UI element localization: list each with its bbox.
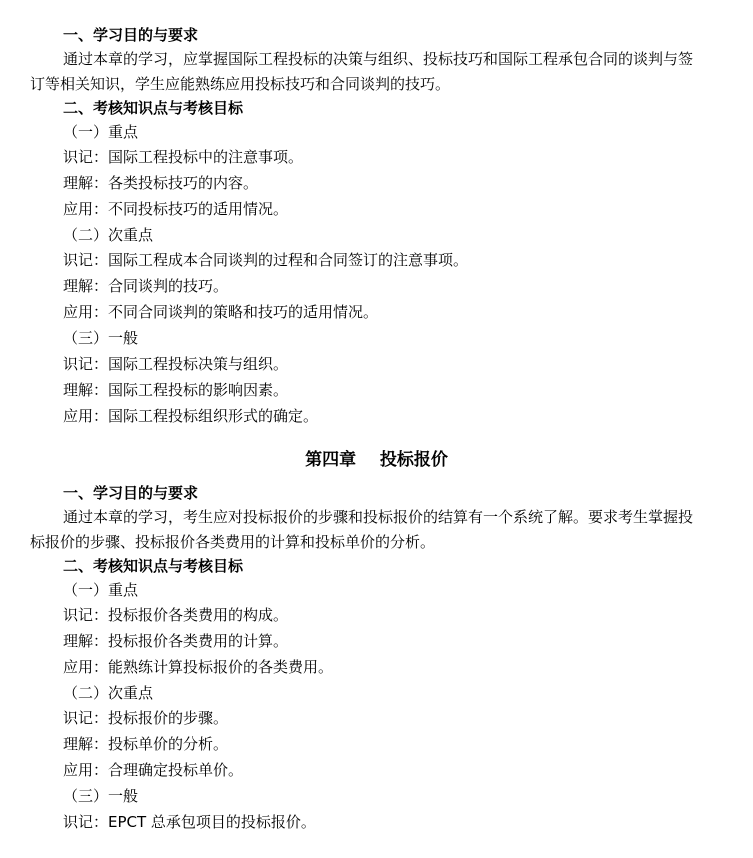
key-points-heading: （一）重点 <box>63 123 139 141</box>
list-item: 应用：合理确定投标单价。 <box>63 761 244 779</box>
goal-paragraph-line2: 标报价的步骤、投标报价各类费用的计算和投标单价的分析。 <box>30 533 436 551</box>
assess-heading: 二、考核知识点与考核目标 <box>63 99 244 117</box>
list-item: 理解：投标单价的分析。 <box>63 735 229 753</box>
secondary-points-heading: （二）次重点 <box>63 226 154 244</box>
goal-heading: 一、学习目的与要求 <box>63 26 199 44</box>
goal-paragraph-line2: 订等相关知识，学生应能熟练应用投标技巧和合同谈判的技巧。 <box>30 75 451 93</box>
list-item: 理解：各类投标技巧的内容。 <box>63 174 259 192</box>
secondary-points-heading: （二）次重点 <box>63 684 154 702</box>
list-item: 理解：合同谈判的技巧。 <box>63 277 229 295</box>
list-item: 识记：国际工程投标中的注意事项。 <box>63 148 304 166</box>
list-item: 应用：不同合同谈判的策略和技巧的适用情况。 <box>63 303 379 321</box>
list-item: 识记：投标报价各类费用的构成。 <box>63 606 289 624</box>
goal-paragraph-line1: 通过本章的学习，应掌握国际工程投标的决策与组织、投标技巧和国际工程承包合同的谈判与签 <box>63 50 694 68</box>
goal-heading: 一、学习目的与要求 <box>63 484 199 502</box>
list-item: 识记：投标报价的步骤。 <box>63 709 229 727</box>
list-item: 应用：不同投标技巧的适用情况。 <box>63 200 289 218</box>
list-item: 应用：能熟练计算投标报价的各类费用。 <box>63 658 334 676</box>
list-item: 理解：投标报价各类费用的计算。 <box>63 632 289 650</box>
list-item: 识记：国际工程成本合同谈判的过程和合同签订的注意事项。 <box>63 251 469 269</box>
goal-paragraph-line1: 通过本章的学习，考生应对投标报价的步骤和投标报价的结算有一个系统了解。要求考生掌握投 <box>63 508 694 526</box>
list-item: 应用：国际工程投标组织形式的确定。 <box>63 407 319 425</box>
general-points-heading: （三）一般 <box>63 787 139 805</box>
general-points-heading: （三）一般 <box>63 329 139 347</box>
list-item: 理解：国际工程投标的影响因素。 <box>63 381 289 399</box>
list-item: 识记：国际工程投标决策与组织。 <box>63 355 289 373</box>
key-points-heading: （一）重点 <box>63 581 139 599</box>
chapter-title: 第四章 投标报价 <box>305 450 448 470</box>
list-item: 识记：EPCT 总承包项目的投标报价。 <box>63 813 316 831</box>
assess-heading: 二、考核知识点与考核目标 <box>63 557 244 575</box>
